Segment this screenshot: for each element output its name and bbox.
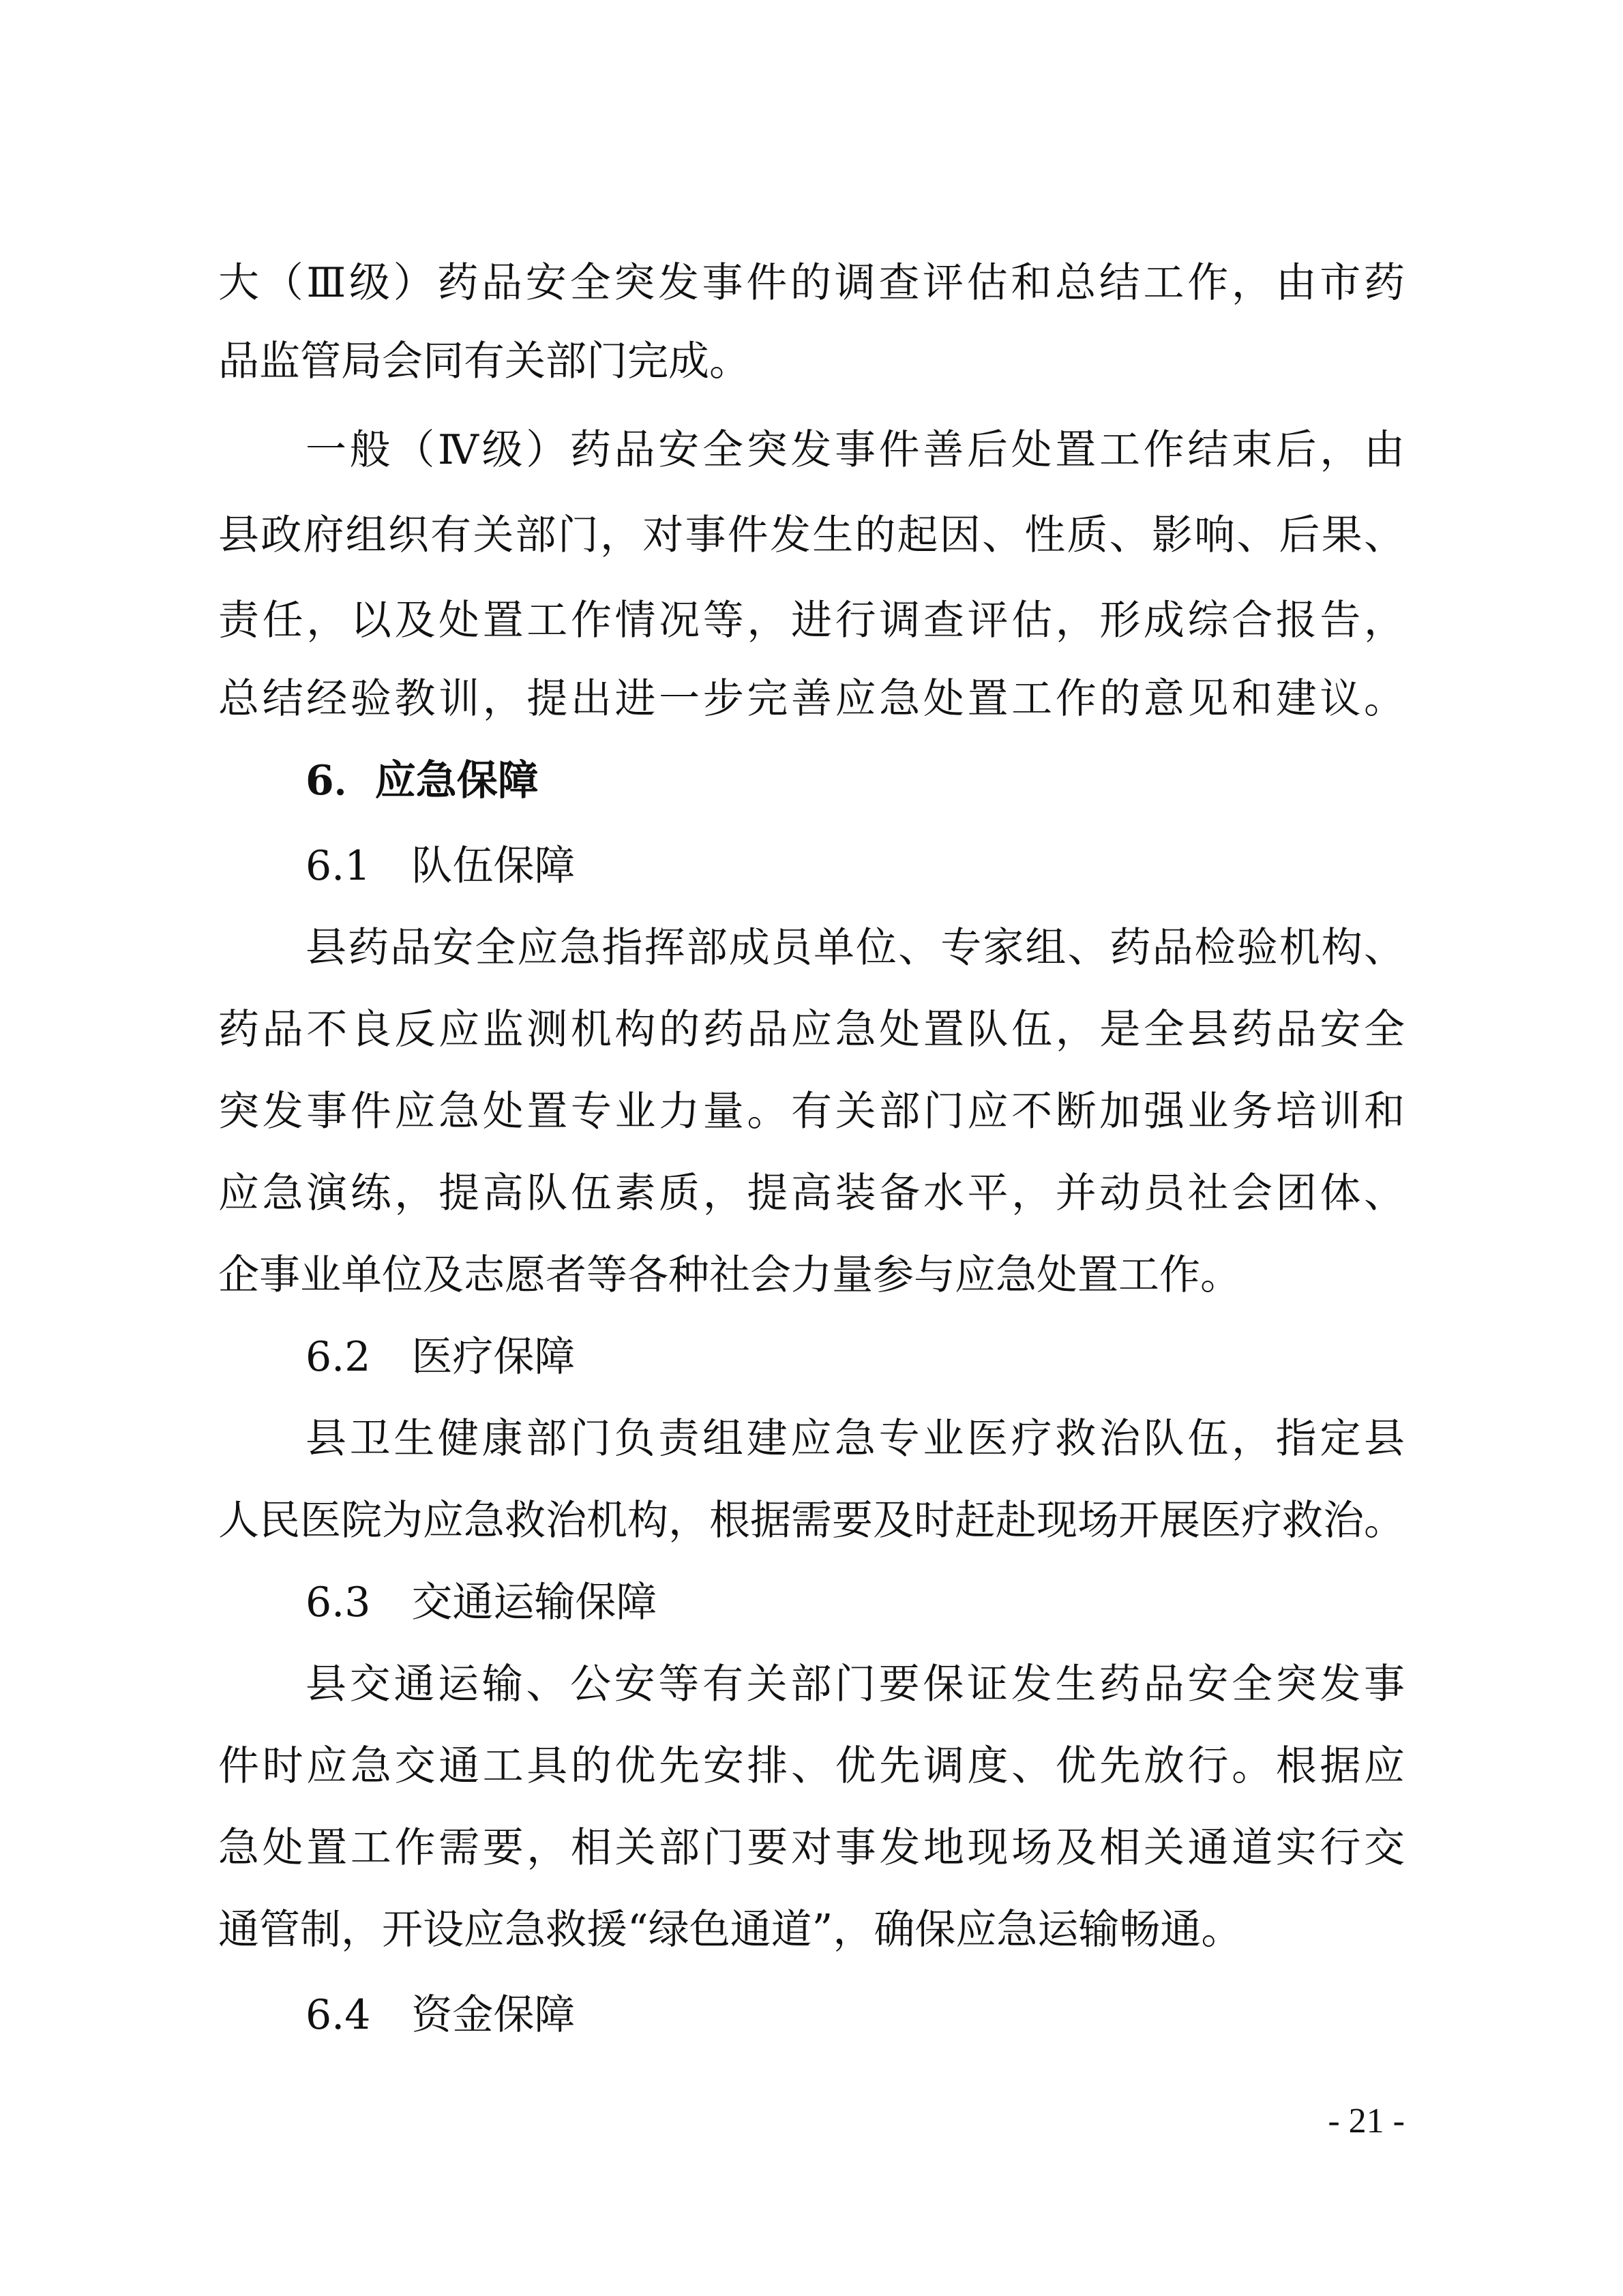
body-text-line: 大（Ⅲ级）药品安全突发事件的调查评估和总结工作，由市药 xyxy=(218,259,1405,307)
subsection-heading: 6.2 医疗保障 xyxy=(306,1333,576,1381)
page-number: - 21 - xyxy=(1328,2102,1405,2141)
body-text-line: 县交通运输、公安等有关部门要保证发生药品安全突发事 xyxy=(306,1660,1405,1708)
section-heading: 6．应急保障 xyxy=(306,757,539,805)
body-text-line: 县卫生健康部门负责组建应急专业医疗救治队伍，指定县 xyxy=(306,1415,1405,1463)
subsection-heading: 6.3 交通运输保障 xyxy=(306,1579,657,1626)
subsection-heading: 6.4 资金保障 xyxy=(306,1991,576,2039)
body-text-line: 企事业单位及志愿者等各种社会力量参与应急处置工作。 xyxy=(218,1251,1241,1299)
body-text-line: 人民医院为应急救治机构，根据需要及时赶赴现场开展医疗救治。 xyxy=(218,1497,1405,1545)
body-text-line: 通管制，开设应急救援“绿色通道”，确保应急运输畅通。 xyxy=(218,1906,1242,1954)
body-text-line: 责任，以及处置工作情况等，进行调查评估，形成综合报告， xyxy=(218,597,1405,644)
body-text-line: 应急演练，提高队伍素质，提高装备水平，并动员社会团体、 xyxy=(218,1169,1405,1217)
body-text-line: 一般（Ⅳ级）药品安全突发事件善后处置工作结束后，由 xyxy=(306,426,1405,474)
subsection-heading: 6.1 队伍保障 xyxy=(306,842,576,890)
body-text-line: 急处置工作需要，相关部门要对事发地现场及相关通道实行交 xyxy=(218,1824,1405,1872)
body-text-line: 总结经验教训，提出进一步完善应急处置工作的意见和建议。 xyxy=(218,675,1405,723)
body-text-line: 突发事件应急处置专业力量。有关部门应不断加强业务培训和 xyxy=(218,1088,1405,1135)
body-text-line: 药品不良反应监测机构的药品应急处置队伍，是全县药品安全 xyxy=(218,1006,1405,1054)
body-text-line: 件时应急交通工具的优先安排、优先调度、优先放行。根据应 xyxy=(218,1742,1405,1790)
body-text-line: 县药品安全应急指挥部成员单位、专家组、药品检验机构、 xyxy=(306,924,1405,972)
body-text-line: 县政府组织有关部门，对事件发生的起因、性质、影响、后果、 xyxy=(218,511,1405,559)
body-text-line: 品监管局会同有关部门完成。 xyxy=(218,338,750,385)
